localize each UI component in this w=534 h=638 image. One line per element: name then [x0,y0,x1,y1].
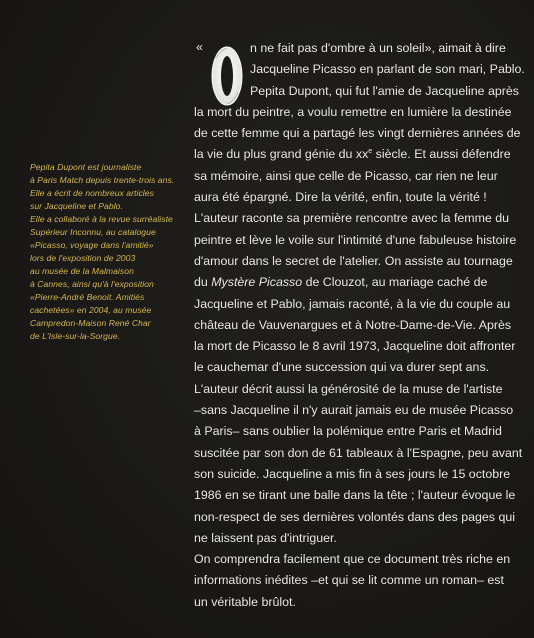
bio-line: Supérieur Inconnu, au catalogue [30,227,156,237]
text-line: le cauchemar d'une succession qui va durer sept ans. [194,360,490,375]
film-title: Mystère Picasso [211,275,303,290]
text-line: –sans Jacqueline il n'y aurait jamais eu de musée Picasso [194,403,514,418]
bio-line: Elle a collaboré à la revue surréaliste [30,214,173,224]
bio-line: lors de l'exposition de 2003 [30,253,136,263]
bio-line: «Pierre-André Benoit. Amitiés [30,292,145,302]
superscript: e [368,148,373,156]
text-segment: la vie du plus grand génie du xx [194,147,369,162]
text-line: L'auteur décrit aussi la générosité de la muse de l'artiste [194,381,503,396]
text-segment: du [194,275,212,290]
text-line: Jacqueline et Pablo, jamais raconté, à la vie du couple au [194,296,511,311]
description-text [194,38,525,613]
bio-line: sur Jacqueline et Pablo. [30,201,123,211]
bio-line: à Paris Match depuis trente-trois ans. [30,175,175,185]
bio-line: à Cannes, ainsi qu'à l'exposition [30,279,154,289]
bio-line: de L'Isle-sur-la-Sorgue. [30,331,121,341]
bio-line: au musée de la Malmaison [30,266,134,276]
text-segment: siècle. Et aussi défendre [372,147,511,162]
text-line: ne laissent pas d'intriguer. [194,530,337,545]
text-line: n ne fait pas d'ombre à un soleil», aimait à dire [250,41,506,55]
bio-line: Elle a écrit de nombreux articles [30,188,154,198]
text-line: sa mémoire, ainsi que celle de Picasso, car rien ne leur [194,168,498,183]
bio-line: Campredon-Maison René Char [30,318,151,328]
text-line: château de Vauvenargues et à Notre-Dame-de-Vie. Après [194,317,512,332]
text-line: un véritable brûlot. [194,594,296,609]
text-line: L'auteur raconte sa première rencontre avec la femme du [194,211,510,226]
text-line: On comprendra facilement que ce document très riche en [194,552,511,567]
text-line [194,272,510,293]
bio-line: Pepita Dupont est journaliste [30,162,142,172]
text-line: la mort du peintre, a voulu remettre en lumière la destinée [194,104,512,119]
bio-line: «Picasso, voyage dans l'amitié» [30,240,154,250]
text-line: suscitée par son don de 61 tableaux à l'Espagne, peu avant [194,445,523,460]
text-line [194,144,510,165]
text-line: peintre et lève le voile sur l'intimité d'une fabuleuse histoire [194,232,517,247]
bio-line: cachetées» en 2004, au musée [30,305,152,315]
author-bio [30,161,180,343]
text-segment: de Clouzot, au mariage caché de [302,275,488,290]
text-line: Pepita Dupont, qui fut l'amie de Jacqueline après [250,83,519,98]
opening-quote: « [196,40,203,54]
text-line: la mort de Picasso le 8 avril 1973, Jacqueline doit affronter [194,339,516,354]
text-line: non-respect de ses dernières volontés dans des pages qui [194,509,515,524]
text-line: informations inédites –et qui se lit comme un roman– est [194,573,504,588]
text-line: aura été épargné. Dire la vérité, enfin, toute la vérité ! [194,190,487,205]
text-line: Jacqueline Picasso en parlant de son mari, Pablo. [250,62,525,77]
text-line: de cette femme qui a partagé les vingt dernières années de [194,126,521,141]
text-line: à Paris– sans oublier la polémique entre Paris et Madrid [194,424,502,439]
text-line: 1986 en se tirant une balle dans la tête ; l'auteur évoque le [194,488,516,503]
text-line: son suicide. Jacqueline a mis fin à ses jours le 15 octobre [194,466,511,481]
text-line: d'amour dans le secret de l'atelier. On assiste au tournage [194,253,513,268]
